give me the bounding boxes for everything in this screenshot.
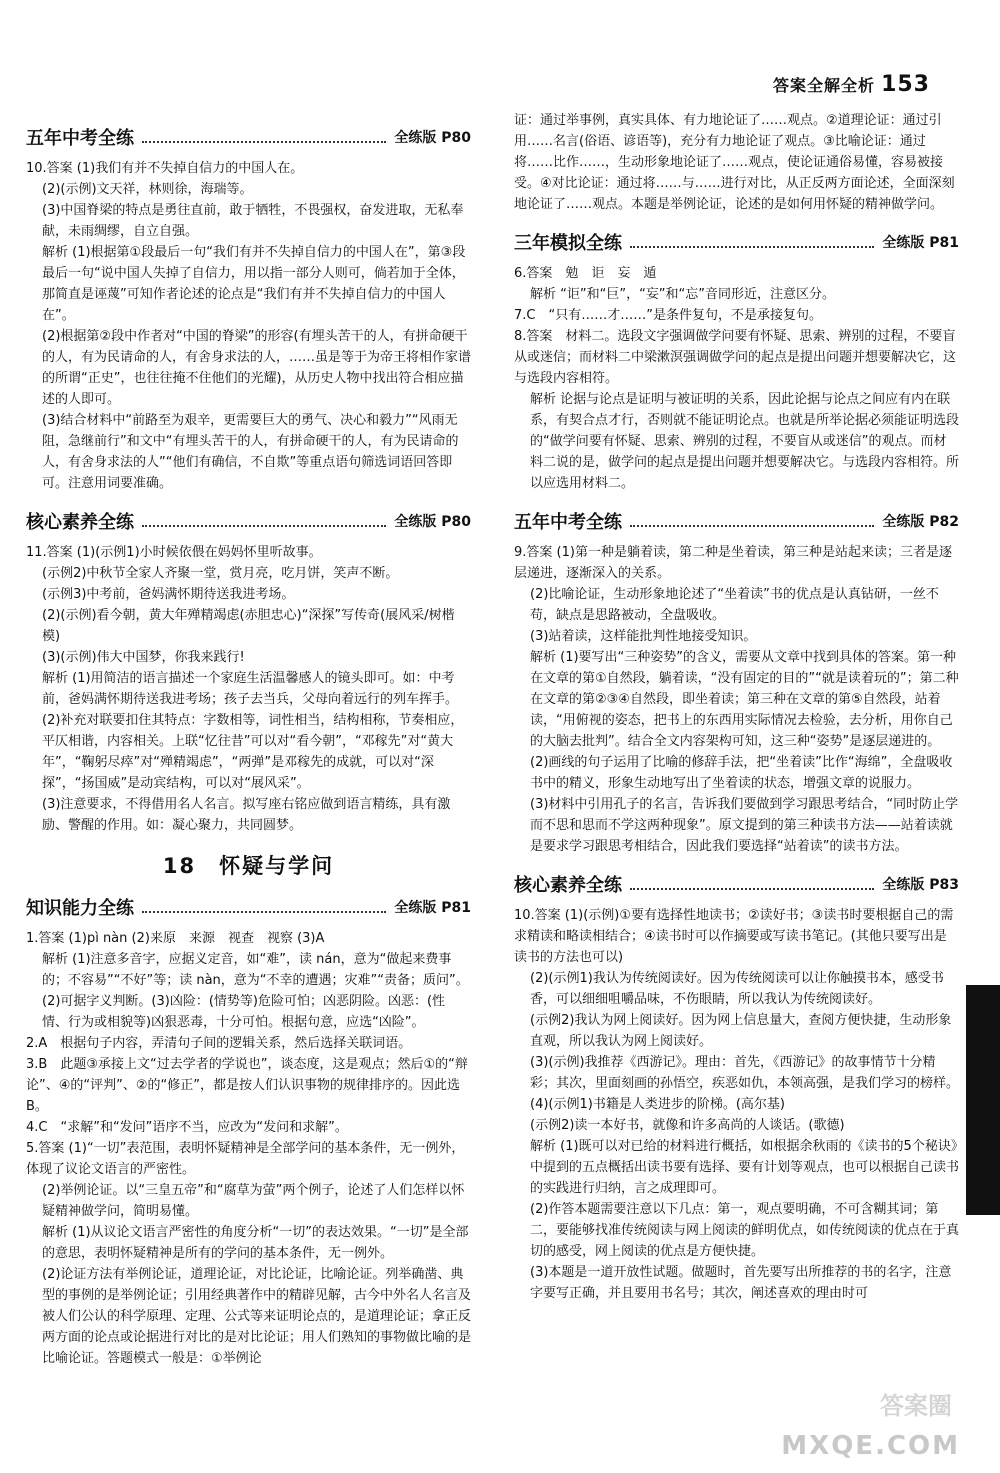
answer-paragraph: (3)注意要求，不得借用名人名言。拟写座右铭应做到语言精练，具有激励、警醒的作用。如：凝心聚力，共同圆梦。 xyxy=(42,797,451,833)
answer-paragraph: (2)(示例)看今朝，黄大年殚精竭虑(赤胆忠心)“深探”写传奇(展风采/树楷模) xyxy=(42,608,455,644)
answer-paragraph: 1.答案 (1)pì nàn (2)来原 来源 视查 视察 (3)A xyxy=(26,931,325,946)
section-page-ref: 全练版 P83 xyxy=(882,877,959,893)
left-column xyxy=(26,110,471,1369)
section-page-ref: 全练版 P81 xyxy=(394,900,471,916)
answer-paragraph: 2.A 根据句子内容，弄清句子间的逻辑关系，然后选择关联词语。 xyxy=(26,1036,412,1051)
section-heading xyxy=(514,508,959,534)
answer-paragraph: (2)比喻论证，生动形象地论述了“坐着读”书的优点是认真钻研，一丝不苟，缺点是思路被动，全盘吸收。 xyxy=(530,587,939,623)
answer-paragraph: (3)(示例)伟大中国梦，你我来践行! xyxy=(42,650,245,665)
edge-tab-block xyxy=(966,985,1000,1215)
answer-paragraph: (2)(示例)文天祥，林则徐，海瑞等。 xyxy=(42,182,253,197)
page-header xyxy=(773,72,930,97)
answer-paragraph: (3)材料中引用孔子的名言，告诉我们要做到学习跟思考结合，“同时防止学而不思和思而不学这两种现象”。原文提到的第三种读书方法——站着读就是要求学习跟思考相结合，因此我们要选择“站着读”的读书方法。 xyxy=(530,797,959,854)
answer-paragraph: 5.答案 (1)“一切”表范围，表明怀疑精神是全部学问的基本条件，无一例外，体现了议论文语言的严密性。 xyxy=(26,1141,465,1177)
section-title: 五年中考全练 xyxy=(26,128,134,149)
answer-paragraph: 解析 (1)注意多音字，应据义定音，如“难”，读 nán，意为“做起来费事的；不容易”“不好”等；读 nàn，意为“不幸的遭遇；灾难”“责备；质问”。(2)可据字义判断。(3)凶险：(情势等)危险可怕；凶恶阴险。凶恶：(性情、行为或相貌等)凶狠恶毒，十分可怕。根据句意，应选“凶险”。 xyxy=(42,952,469,1030)
answer-paragraph: 解析 (1)从议论文语言严密性的角度分析“一切”的表达效果。“一切”是全部的意思，表明怀疑精神是所有的学问的基本条件，无一例外。 xyxy=(42,1225,469,1261)
section-title: 核心素养全练 xyxy=(26,512,134,533)
answer-paragraph: (2)补充对联要扣住其特点：字数相等，词性相当，结构相称，节奏相应，平仄相谐，内容相关。上联“忆往昔”可以对“看今朝”，“邓稼先”对“黄大年”，“鞠躬尽瘁”对“殚精竭虑”，“两弹”是邓稼先的成就，可以对“深探”，“扬国威”是动宾结构，可以对“展风采”。 xyxy=(42,713,464,791)
watermark-url: MXQE.COM xyxy=(781,1431,960,1461)
section-heading xyxy=(514,871,959,897)
dotted-leader xyxy=(630,236,874,248)
section-heading xyxy=(514,229,959,255)
answer-paragraph: 解析 (1)根据第①段最后一句“我们有并不失掉自信力的中国人在”，第③段最后一句“说中国人失掉了自信力，用以指一部分人则可，倘若加于全体，那简直是诬蔑”可知作者论述的论点是“我们有并不失掉自信力的中国人在”。 xyxy=(42,245,466,323)
header-title: 答案全解全析 xyxy=(773,76,876,95)
answer-paragraph: (2)论证方法有举例论证，道理论证，对比论证，比喻论证。列举确凿、典型的事例的是举例论证；引用经典著作中的精辟见解，古今中外名人名言及被人们公认的科学原理、定理、公式等来证明论点的，是道理论证；拿正反两方面的论点或论据进行对比的是对比论证；用人们熟知的事物做比喻的是比喻论证。答题模式一般是：①举例论 xyxy=(42,1267,472,1366)
answer-paragraph: (示例2)中秋节全家人齐聚一堂，赏月亮，吃月饼，笑声不断。 xyxy=(42,566,399,581)
page-number: 153 xyxy=(881,72,930,97)
section-heading xyxy=(26,894,471,920)
answer-paragraph: (3)站着读，这样能批判性地接受知识。 xyxy=(530,629,757,644)
answer-paragraph: 解析 “讵”和“巨”，“妄”和“忘”音同形近，注意区分。 xyxy=(530,287,836,302)
section-title: 三年模拟全练 xyxy=(514,233,622,254)
answer-paragraph: 9.答案 (1)第一种是躺着读，第二种是坐着读，第三种是站起来读；三者是逐层递进，逐渐深入的关系。 xyxy=(514,545,952,581)
answer-paragraph: 解析 (1)用简洁的语言描述一个家庭生活温馨感人的镜头即可。如：中考前，爸妈满怀期待送我进考场；孩子去当兵，父母向着远行的列车挥手。 xyxy=(42,671,459,707)
answer-paragraph: 10.答案 (1)我们有并不失掉自信力的中国人在。 xyxy=(26,161,304,176)
watermark-logo: 答案圈 xyxy=(880,1392,952,1420)
answer-paragraph: 证：通过举事例，真实具体、有力地论证了……观点。②道理论证：通过引用……名言(俗语、谚语等)，充分有力地论证了观点。③比喻论证：通过将……比作……，生动形象地论证了……观点，使论证通俗易懂，容易被接受。④对比论证：通过将……与……进行对比，从正反两方面论述，全面深刻地论证了……观点。本题是举例论证，论述的是如何用怀疑的精神做学问。 xyxy=(514,113,955,212)
answer-paragraph: (3)(示例)我推荐《西游记》。理由：首先，《西游记》的故事情节十分精彩；其次，里面刻画的孙悟空，疾恶如仇，本领高强，是我们学习的榜样。 xyxy=(530,1055,960,1091)
section-heading xyxy=(26,124,471,150)
section-heading xyxy=(26,508,471,534)
edge-tab xyxy=(966,0,1000,1473)
answer-paragraph: (示例2)我认为网上阅读好。因为网上信息量大，查阅方便快捷，生动形象直观，所以我认为网上阅读好。 xyxy=(530,1013,952,1049)
answer-paragraph: (2)根据第②段中作者对“中国的脊梁”的形容(有埋头苦干的人，有拼命硬干的人，有为民请命的人，有舍身求法的人，……虽是等于为帝王将相作家谱的所谓“正史”，也往往掩不住他们的光耀)，从历史人物中找出符合相应描述的人即可。 xyxy=(42,329,472,407)
dotted-leader xyxy=(630,878,874,890)
answer-paragraph: 解析 论据与论点是证明与被证明的关系，因此论据与论点之间应有内在联系，有契合点才行，否则就不能证明论点。也就是所举论据必须能证明选段的“做学问要有怀疑、思索、辨别的过程，不要盲从或迷信”的观点。而材料二说的是，做学问的起点是提出问题并想要解决它。与选段内容相符。所以应选用材料二。 xyxy=(530,392,960,491)
answer-paragraph: (示例2)读一本好书，就像和许多高尚的人谈话。(歌德) xyxy=(530,1118,845,1133)
answer-paragraph: (3)结合材料中“前路至为艰辛，更需要巨大的勇气、决心和毅力”“风雨无阻，急继前行”和文中“有埋头苦干的人，有拼命硬干的人，有为民请命的人，有舍身求法的人”“他们有确信，不自欺”等重点语句筛选词语回答即可。注意用词要准确。 xyxy=(42,413,459,491)
dotted-leader xyxy=(142,515,386,527)
section-page-ref: 全练版 P80 xyxy=(394,514,471,530)
section-title: 核心素养全练 xyxy=(514,875,622,896)
section-title: 五年中考全练 xyxy=(514,512,622,533)
answer-paragraph: (3)本题是一道开放性试题。做题时，首先要写出所推荐的书的名字，注意字要写正确，并且要用书名号；其次，阐述喜欢的理由时可 xyxy=(530,1265,952,1301)
answer-paragraph: 6.答案 勉 讵 妄 遁 xyxy=(514,266,657,281)
section-page-ref: 全练版 P82 xyxy=(882,514,959,530)
answer-paragraph: (2)举例论证。以“三皇五帝”和“腐草为萤”两个例子，论述了人们怎样以怀疑精神做学问，简明易懂。 xyxy=(42,1183,465,1219)
answer-paragraph: (2)作答本题需要注意以下几点：第一，观点要明确，不可含糊其词；第二，要能够找准传统阅读与网上阅读的鲜明优点，如传统阅读的优点在于真切的感受，网上阅读的优点是方便快捷。 xyxy=(530,1202,960,1259)
answer-paragraph: 11.答案 (1)(示例1)小时候依偎在妈妈怀里听故事。 xyxy=(26,545,322,560)
answer-paragraph: (2)(示例1)我认为传统阅读好。因为传统阅读可以让你触摸书本，感受书香，可以细细咀嚼品味，不伤眼睛，所以我认为传统阅读好。 xyxy=(530,971,944,1007)
answer-paragraph: 3.B 此题③承接上文“过去学者的学说也”，谈态度，这是观点；然后①的“辩论”、④的“评判”、②的“修正”，都是按人们认识事物的规律排序的。因此选 B。 xyxy=(26,1057,468,1114)
section-title: 知识能力全练 xyxy=(26,898,134,919)
section-page-ref: 全练版 P80 xyxy=(394,130,471,146)
answer-paragraph: 解析 (1)要写出“三种姿势”的含义，需要从文章中找到具体的答案。第一种在文章的第①自然段，躺着读，“没有固定的目的”“就是读着玩的”；第二种在文章的第②③④自然段，即坐着读；第三种在文章的第⑤自然段，站着读，“用俯视的姿态，把书上的东西用实际情况去检验，去分析，用你自己的大脑去批判”。结合全文内容架构可知，这三种“姿势”是逐层递进的。 xyxy=(530,650,959,749)
answer-paragraph: 10.答案 (1)(示例)①要有选择性地读书；②读好书；③读书时要根据自己的需求精读和略读相结合；④读书时可以作摘要或写读书笔记。(其他只要写出是读书的方法也可以) xyxy=(514,908,954,965)
right-column xyxy=(514,110,959,1304)
answer-paragraph: 7.C “只有……才……”是条件复句，不是承接复句。 xyxy=(514,308,822,323)
dotted-leader xyxy=(630,515,874,527)
answer-paragraph: 4.C “求解”和“发问”语序不当，应改为“发问和求解”。 xyxy=(26,1120,348,1135)
dotted-leader xyxy=(142,901,386,913)
dotted-leader xyxy=(142,131,386,143)
answer-paragraph: (2)画线的句子运用了比喻的修辞手法，把“坐着读”比作“海绵”，全盘吸收书中的精义，形象生动地写出了坐着读的状态，增强文章的说服力。 xyxy=(530,755,953,791)
answer-paragraph: (4)(示例1)书籍是人类进步的阶梯。(高尔基) xyxy=(530,1097,785,1112)
lesson-title: 18 怀疑与学问 xyxy=(162,854,335,878)
section-page-ref: 全练版 P81 xyxy=(882,235,959,251)
answer-paragraph: 8.答案 材料二。选段文字强调做学问要有怀疑、思索、辨别的过程，不要盲从或迷信；而材料二中梁漱溟强调做学问的起点是提出问题并想要解决它，这与选段内容相符。 xyxy=(514,329,957,386)
answer-paragraph: (3)中国脊梁的特点是勇往直前，敢于牺牲，不畏强权，奋发进取，无私奉献，未雨绸缪，自立自强。 xyxy=(42,203,464,239)
answer-paragraph: (示例3)中考前，爸妈满怀期待送我进考场。 xyxy=(42,587,295,602)
answer-paragraph: 解析 (1)既可以对已给的材料进行概括，如根据余秋雨的《读书的5个秘诀》中提到的五点概括出读书要有选择、要有计划等观点，也可以根据自己读书的实践进行归纳，言之成理即可。 xyxy=(530,1139,960,1196)
